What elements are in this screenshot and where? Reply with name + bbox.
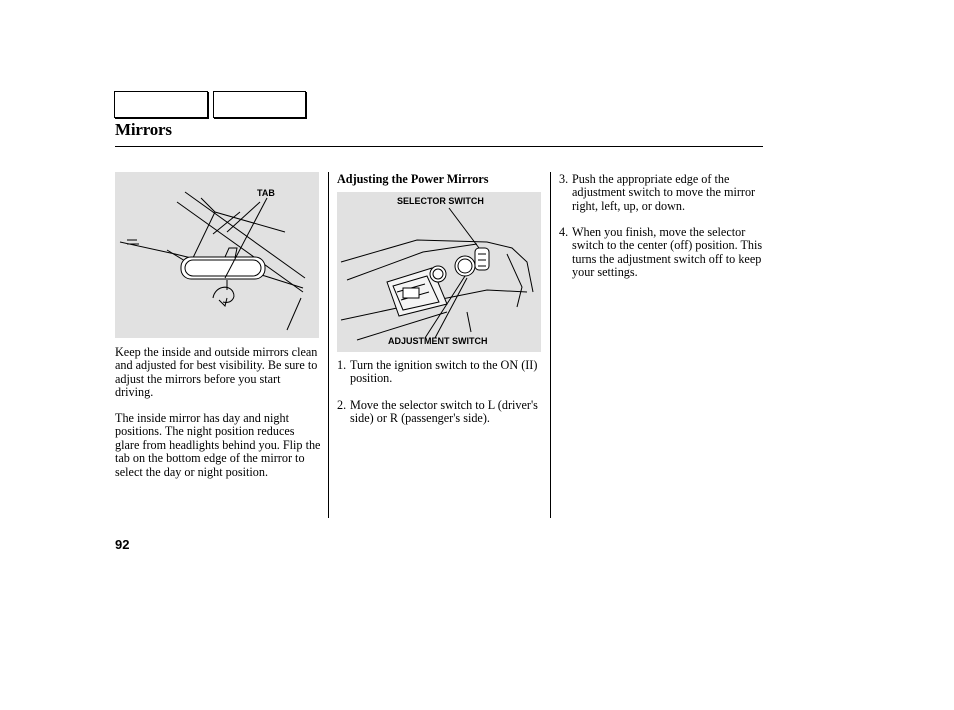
step-number: 1. bbox=[337, 358, 347, 372]
power-mirror-switch-drawing bbox=[337, 192, 541, 352]
step-1 bbox=[337, 359, 545, 386]
day-night-paragraph: The inside mirror has day and night positions. The night position reduces glare from headlights behind you. Flip the tab on the bottom edge of the mirror to select the day or night position. bbox=[115, 411, 321, 479]
mirror-care-paragraph: Keep the inside and outside mirrors clean and adjusted for best visibility. Be sure to adjust the mirrors before you start driving. bbox=[115, 345, 318, 400]
nav-tab-box-2[interactable] bbox=[213, 91, 306, 118]
step-text: Move the selector switch to L (driver's side) or R (passenger's side). bbox=[350, 398, 538, 426]
step-text: Turn the ignition switch to the ON (II) position. bbox=[350, 358, 538, 386]
step-number: 4. bbox=[559, 225, 569, 239]
selector-switch-label: SELECTOR SWITCH bbox=[397, 196, 484, 206]
power-mirror-switch-illustration bbox=[337, 192, 541, 352]
nav-tab-box-1[interactable] bbox=[114, 91, 208, 118]
step-4 bbox=[559, 226, 765, 280]
section-heading: Adjusting the Power Mirrors bbox=[337, 172, 489, 186]
column-divider-2 bbox=[550, 172, 551, 518]
adjustment-switch-label: ADJUSTMENT SWITCH bbox=[388, 336, 488, 346]
step-2 bbox=[337, 399, 545, 426]
step-number: 3. bbox=[559, 172, 569, 186]
step-number: 2. bbox=[337, 398, 347, 412]
page-number: 92 bbox=[115, 537, 130, 552]
step-3 bbox=[559, 173, 765, 213]
page-title: Mirrors bbox=[115, 120, 172, 139]
step-text: When you finish, move the selector switch to the center (off) position. This turns the adjustment switch off to keep your settings. bbox=[572, 225, 763, 280]
tab-label: TAB bbox=[257, 188, 275, 198]
step-text: Push the appropriate edge of the adjustment switch to move the mirror right, left, up, or down. bbox=[572, 172, 756, 213]
column-divider-1 bbox=[328, 172, 329, 518]
rearview-mirror-drawing bbox=[115, 172, 319, 338]
title-rule bbox=[115, 146, 763, 147]
rearview-mirror-illustration bbox=[115, 172, 319, 338]
